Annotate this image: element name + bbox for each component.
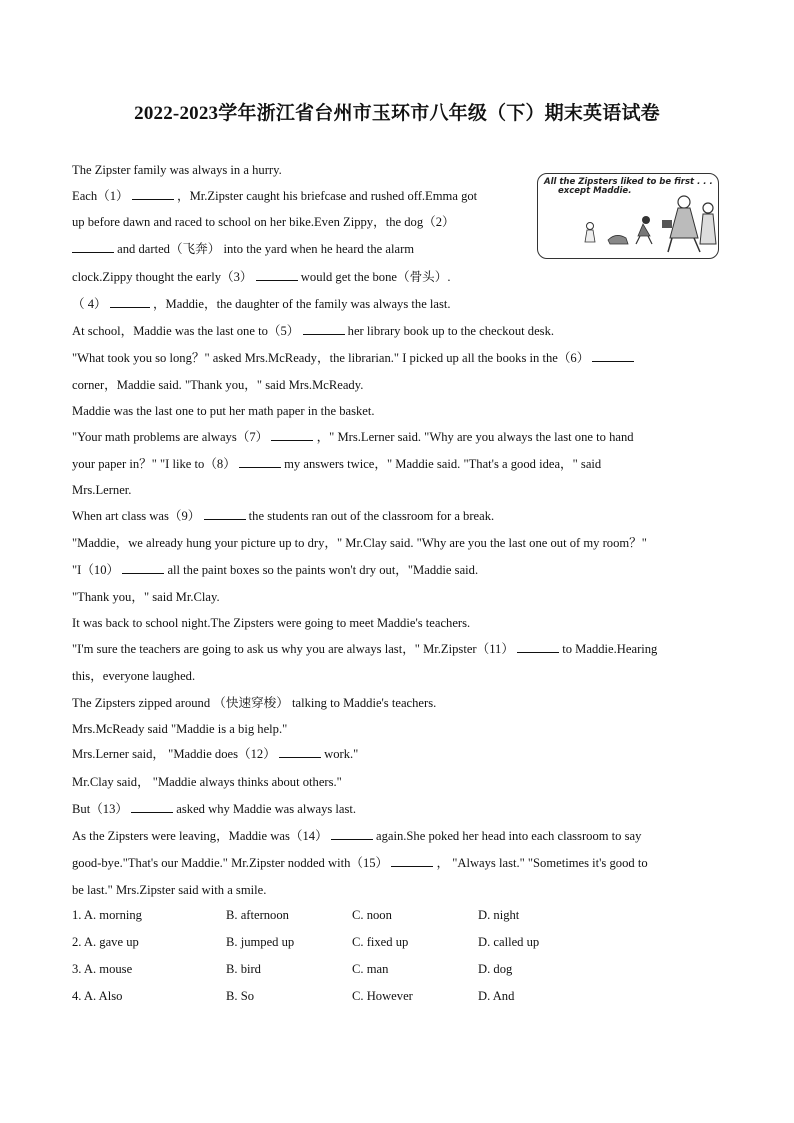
option-d[interactable]: D. dog — [478, 962, 513, 976]
passage-line: "I'm sure the teachers are going to ask us why you are always last，" Mr.Zipster（11） to Maddie.Hearing — [72, 642, 658, 656]
answer-blank — [271, 429, 313, 441]
passage-line: But（13） asked why Maddie was always last. — [72, 802, 357, 816]
passage-line: Maddie was the last one to put her math paper in the basket. — [72, 404, 375, 418]
answer-blank — [256, 269, 298, 281]
page-title: 2022-2023学年浙江省台州市玉环市八年级（下）期末英语试卷 — [134, 103, 660, 124]
passage-line: good-bye."That's our Maddie." Mr.Zipster nodded with（15） ， "Always last." "Sometimes it's good to — [72, 856, 648, 870]
answer-blank — [122, 562, 164, 574]
passage-line: It was back to school night.The Zipsters were going to meet Maddie's teachers. — [72, 616, 471, 630]
passage-line: When art class was（9） the students ran out of the classroom for a break. — [72, 509, 495, 523]
illustration — [537, 173, 719, 259]
answer-blank — [72, 241, 114, 253]
passage-line: Mrs.Lerner said， "Maddie does（12） work." — [72, 747, 359, 761]
passage-line: clock.Zippy thought the early（3） would get the bone（骨头）. — [72, 270, 451, 284]
answer-blank — [517, 641, 559, 653]
answer-blank — [279, 746, 321, 758]
passage-line: Each（1） ，Mr.Zipster caught his briefcase and rushed off.Emma got — [72, 189, 478, 203]
option-b[interactable]: B. So — [226, 989, 254, 1003]
passage-line: As the Zipsters were leaving，Maddie was（14） again.She poked her head into each classroom to say — [72, 829, 642, 843]
passage-line: At school，Maddie was the last one to（5） her library book up to the checkout desk. — [72, 324, 555, 338]
option-b[interactable]: B. bird — [226, 962, 261, 976]
answer-blank — [110, 296, 150, 308]
family-drawing-icon — [538, 174, 718, 258]
option-a[interactable]: 3. A. mouse — [72, 962, 133, 976]
passage-line: this，everyone laughed. — [72, 669, 196, 683]
passage-line: Mrs.Lerner. — [72, 483, 132, 497]
passage-line: "Thank you，" said Mr.Clay. — [72, 590, 220, 604]
passage-line: The Zipsters zipped around （快速穿梭） talking to Maddie's teachers. — [72, 696, 437, 710]
passage-line: corner，Maddie said. "Thank you，" said Mrs.McReady. — [72, 378, 364, 392]
passage-line: "Maddie，we already hung your picture up to dry，" Mr.Clay said. "Why are you the last one out of my room？" — [72, 536, 647, 550]
passage-line: your paper in？" "I like to（8） my answers twice，" Maddie said. "That's a good idea，" said — [72, 457, 602, 471]
passage-line: （ 4） ，Maddie，the daughter of the family was always the last. — [72, 297, 451, 311]
option-d[interactable]: D. And — [478, 989, 515, 1003]
option-a[interactable]: 2. A. gave up — [72, 935, 139, 949]
answer-blank — [592, 350, 634, 362]
answer-blank — [204, 508, 246, 520]
option-c[interactable]: C. However — [352, 989, 413, 1003]
passage-line: "Your math problems are always（7） ，" Mrs.Lerner said. "Why are you always the last one to hand — [72, 430, 634, 444]
answer-blank — [239, 456, 281, 468]
passage-line: "I（10） all the paint boxes so the paints won't dry out，"Maddie said. — [72, 563, 479, 577]
option-c[interactable]: C. noon — [352, 908, 392, 922]
option-d[interactable]: D. called up — [478, 935, 540, 949]
option-b[interactable]: B. jumped up — [226, 935, 295, 949]
passage-line: be last." Mrs.Zipster said with a smile. — [72, 883, 267, 897]
passage-line: Mrs.McReady said "Maddie is a big help." — [72, 722, 288, 736]
answer-blank — [331, 828, 373, 840]
answer-blank — [303, 323, 345, 335]
passage-line: The Zipster family was always in a hurry. — [72, 163, 282, 177]
option-a[interactable]: 1. A. morning — [72, 908, 142, 922]
passage-line: Mr.Clay said， "Maddie always thinks about others." — [72, 775, 342, 789]
option-a[interactable]: 4. A. Also — [72, 989, 123, 1003]
option-b[interactable]: B. afternoon — [226, 908, 289, 922]
passage-line: and darted（飞奔） into the yard when he heard the alarm — [72, 241, 414, 257]
passage-line: up before dawn and raced to school on her bike.Even Zippy，the dog（2） — [72, 215, 455, 229]
option-c[interactable]: C. man — [352, 962, 389, 976]
illustration-caption: All the Zipsters liked to be first . . . except Maddie. — [544, 177, 713, 196]
passage-line: "What took you so long？" asked Mrs.McReady，the librarian." I picked up all the books in the（6） — [72, 350, 634, 366]
option-d[interactable]: D. night — [478, 908, 520, 922]
option-c[interactable]: C. fixed up — [352, 935, 409, 949]
answer-blank — [132, 188, 174, 200]
answer-blank — [391, 855, 433, 867]
answer-blank — [131, 801, 173, 813]
